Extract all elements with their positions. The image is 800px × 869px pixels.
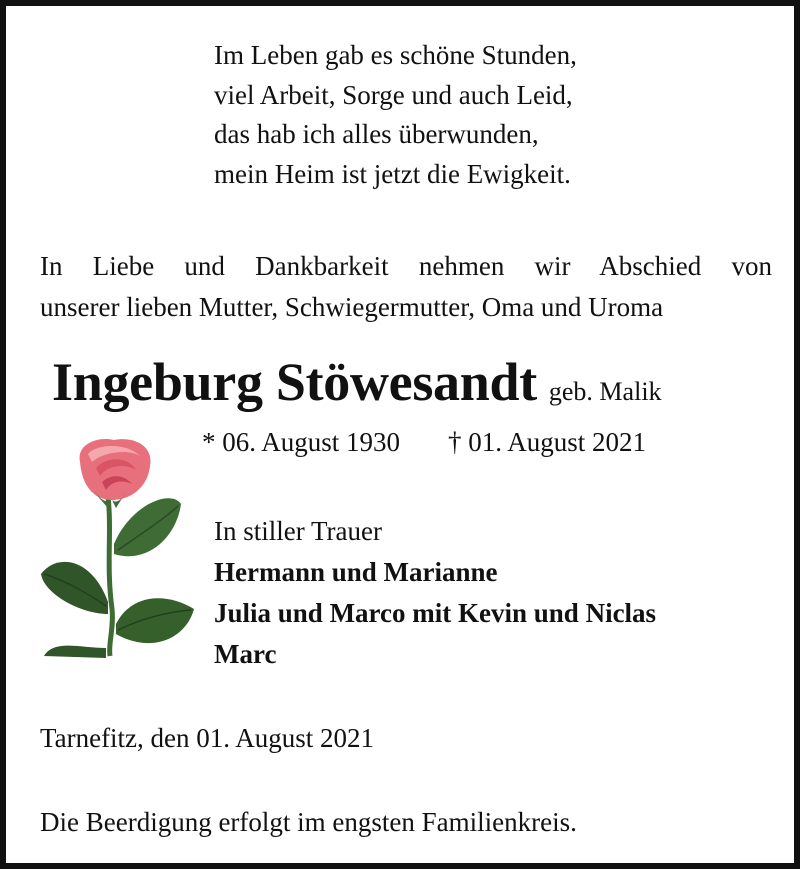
mourner-name: Julia und Marco mit Kevin und Niclas <box>214 598 657 628</box>
birth-name: geb. Malik <box>548 377 662 406</box>
poem-line: viel Arbeit, Sorge und auch Leid, <box>214 79 573 110</box>
birth-date: * 06. August 1930 <box>202 427 401 457</box>
mourner-name: Marc <box>214 639 277 669</box>
poem <box>214 36 577 194</box>
rose-icon <box>36 434 196 659</box>
farewell-line-1: In Liebe und Dankbarkeit nehmen wir Abschied von <box>40 251 772 281</box>
life-dates <box>202 427 646 458</box>
mourners <box>214 511 656 675</box>
farewell-text <box>40 246 772 328</box>
poem-line: mein Heim ist jetzt die Ewigkeit. <box>214 158 571 189</box>
poem-line: das hab ich alles überwunden, <box>214 119 539 149</box>
deceased-name: Ingeburg Stöwesandt <box>52 352 537 412</box>
farewell-line-2: unserer lieben Mutter, Schwiegermutter, Oma und Uroma <box>40 292 664 322</box>
death-date: † 01. August 2021 <box>448 427 647 457</box>
poem-line: Im Leben gab es schöne Stunden, <box>214 40 577 70</box>
burial-note: Die Beerdigung erfolgt im engsten Familienkreis. <box>40 807 577 837</box>
mourners-intro: In stiller Trauer <box>214 516 382 546</box>
place-and-date: Tarnefitz, den 01. August 2021 <box>40 723 375 753</box>
mourner-name: Hermann und Marianne <box>214 557 498 587</box>
deceased-name-block <box>52 351 662 413</box>
